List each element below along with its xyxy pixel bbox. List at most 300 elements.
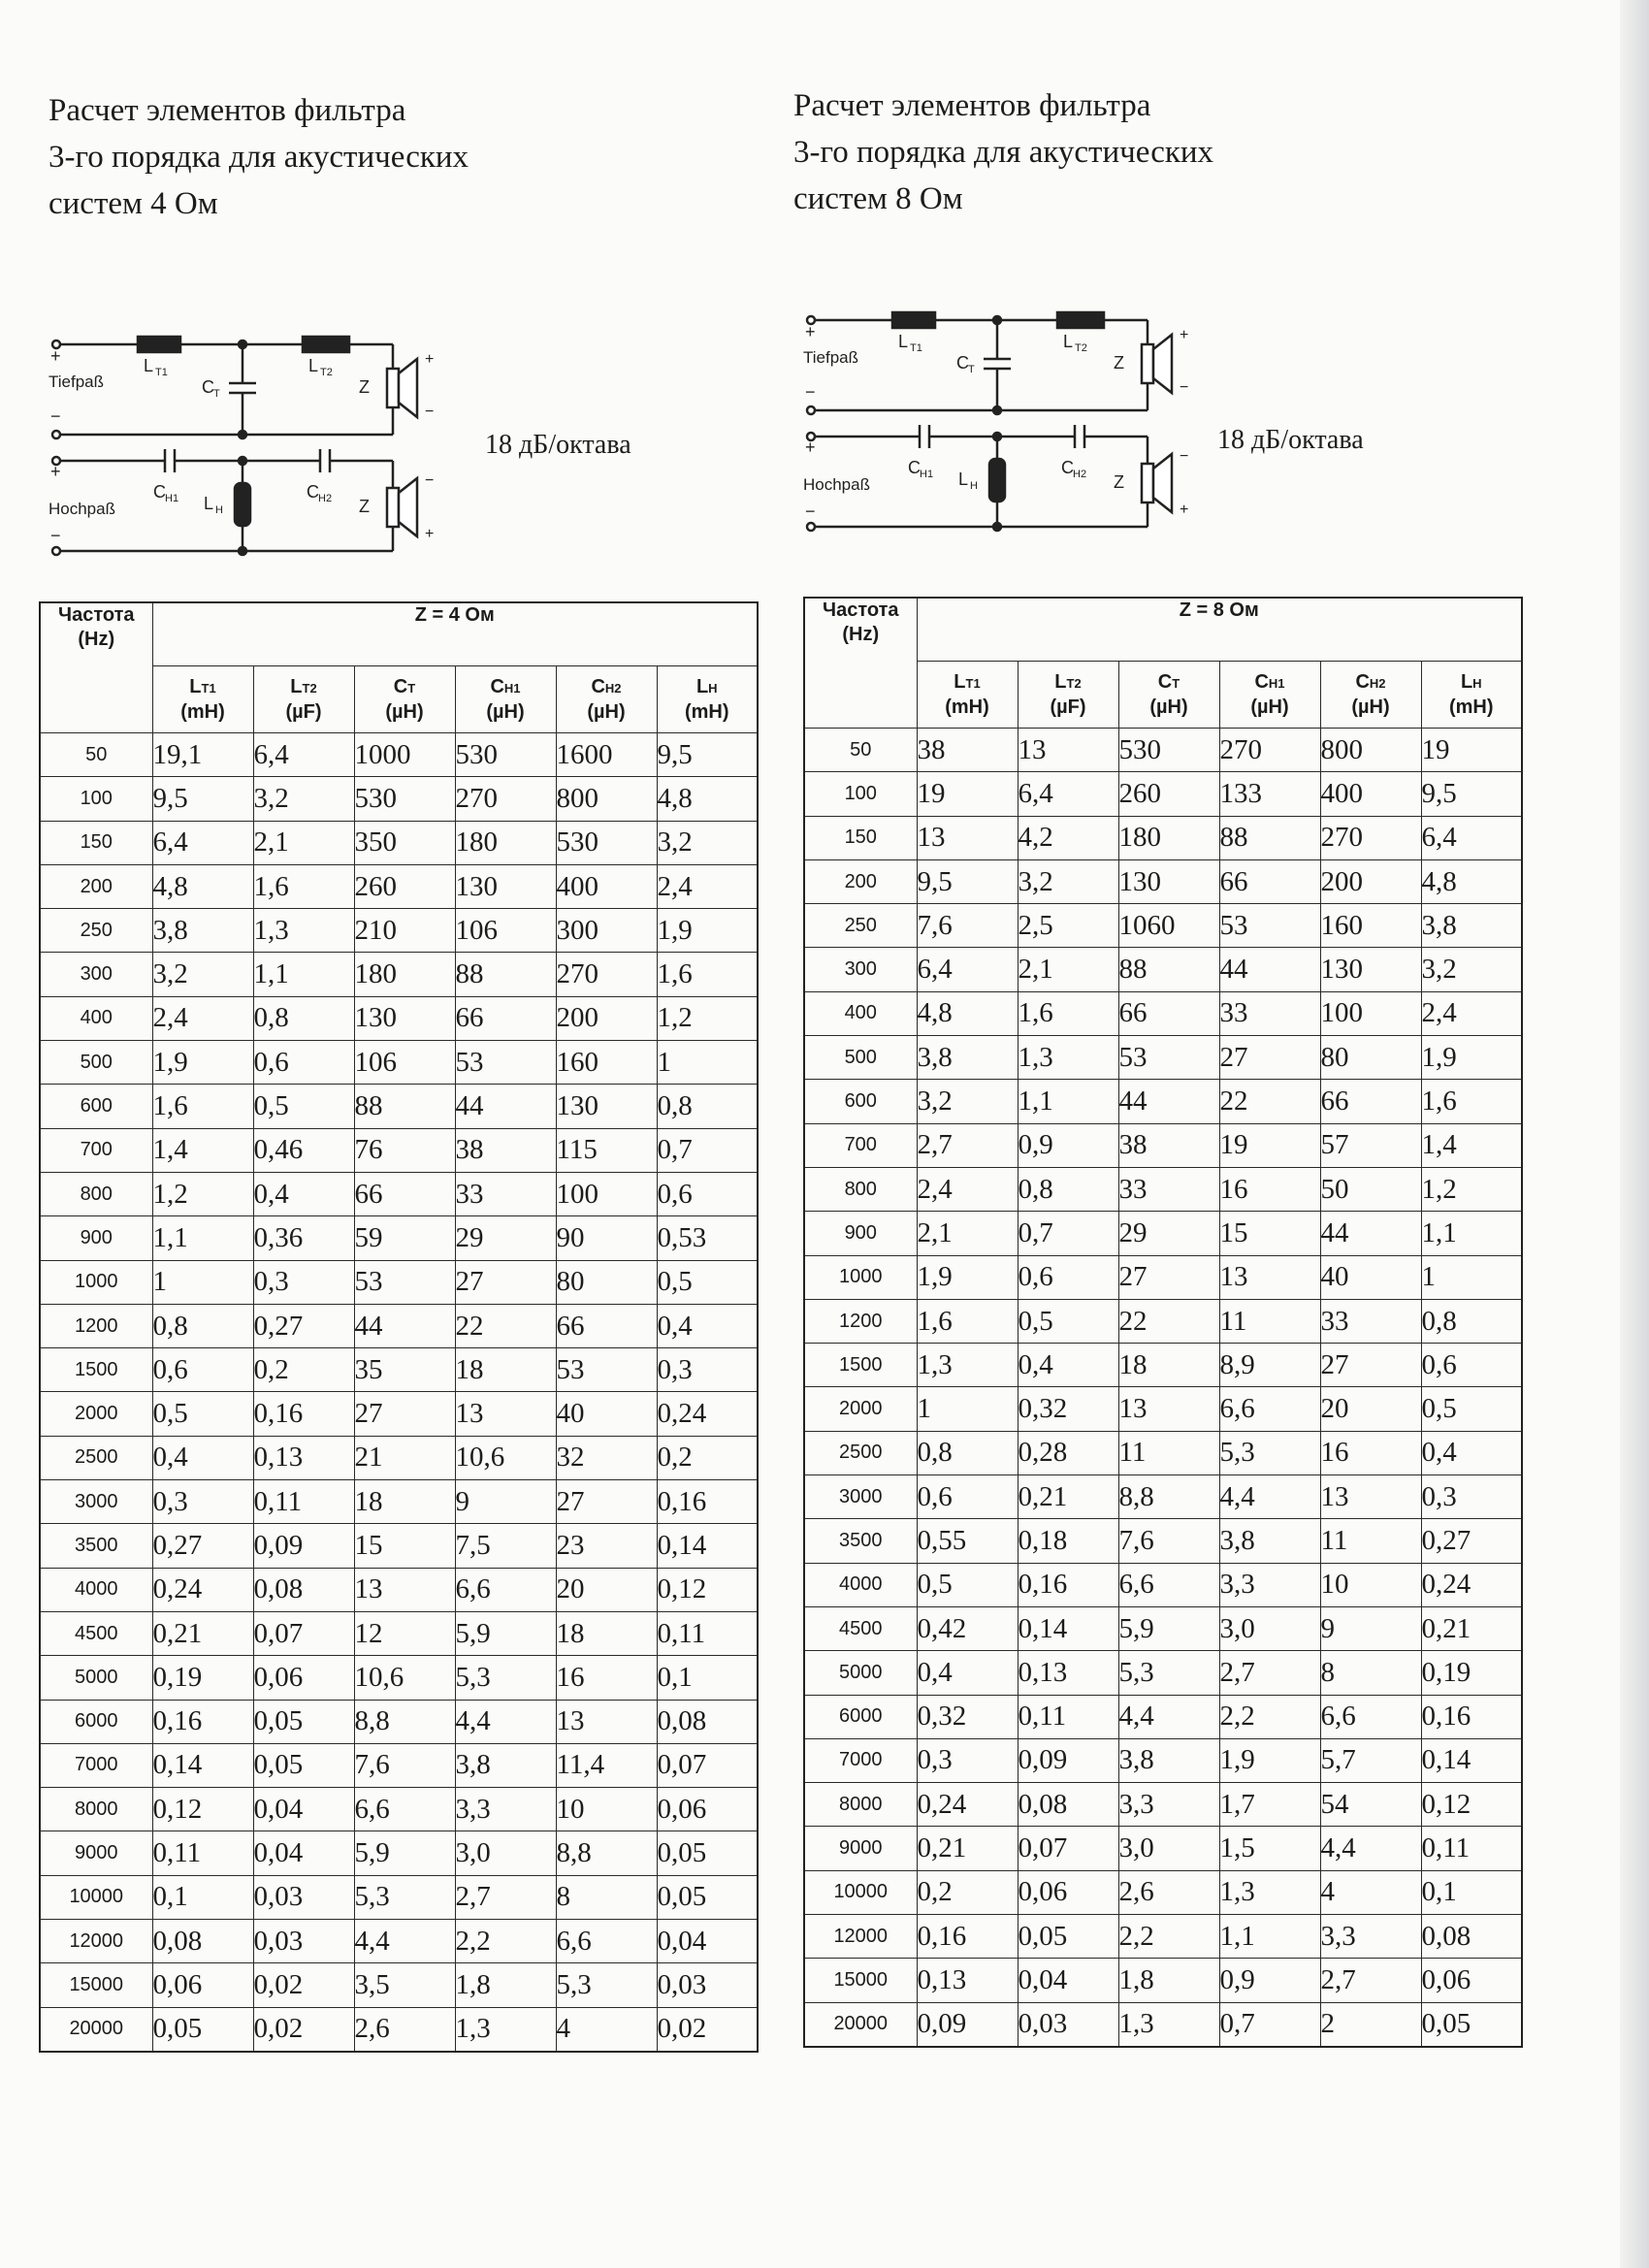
value-cell: 3,0 <box>1219 1606 1320 1650</box>
value-cell: 18 <box>354 1480 455 1524</box>
value-cell: 10,6 <box>455 1436 556 1479</box>
value-cell: 1,5 <box>1219 1827 1320 1870</box>
value-cell: 2,6 <box>354 2007 455 2052</box>
value-cell: 7,6 <box>354 1743 455 1787</box>
component-symbol: C <box>1157 670 1173 693</box>
frequency-cell: 12000 <box>804 1915 917 1959</box>
value-cell: 8,9 <box>1219 1344 1320 1387</box>
value-cell: 6,4 <box>152 821 253 864</box>
value-cell: 0,27 <box>253 1304 354 1347</box>
circuit-label-minus: − <box>425 404 435 420</box>
component-column-header <box>1421 662 1522 729</box>
circuit-label-plus: + <box>50 462 61 481</box>
value-cell: 0,08 <box>152 1920 253 1963</box>
value-cell: 0,5 <box>657 1260 758 1304</box>
value-cell: 6,6 <box>354 1788 455 1831</box>
value-cell: 13 <box>1018 729 1118 772</box>
table-row <box>804 1255 1522 1299</box>
value-cell: 106 <box>354 1041 455 1085</box>
table-row <box>40 1304 758 1347</box>
value-cell: 3,2 <box>657 821 758 864</box>
value-cell: 0,3 <box>152 1480 253 1524</box>
value-cell: 0,5 <box>1018 1299 1118 1343</box>
component-column-header <box>917 662 1018 729</box>
value-cell: 27 <box>1118 1255 1219 1299</box>
value-cell: 5,9 <box>1118 1606 1219 1650</box>
value-cell: 180 <box>354 953 455 996</box>
value-cell: 200 <box>1320 859 1421 903</box>
value-cell: 0,19 <box>152 1656 253 1700</box>
value-cell: 2,2 <box>455 1920 556 1963</box>
value-cell: 2,5 <box>1018 904 1118 948</box>
value-cell: 3,3 <box>1118 1783 1219 1827</box>
value-cell: 1,6 <box>1018 991 1118 1035</box>
value-cell: 0,6 <box>253 1041 354 1085</box>
value-cell: 35 <box>354 1348 455 1392</box>
value-cell: 2,4 <box>152 996 253 1040</box>
component-symbol: C <box>393 675 408 697</box>
table-row <box>40 1392 758 1436</box>
value-cell: 10 <box>556 1788 657 1831</box>
value-cell: 130 <box>354 996 455 1040</box>
value-cell: 530 <box>354 777 455 821</box>
value-cell: 1,3 <box>253 909 354 953</box>
value-cell: 88 <box>455 953 556 996</box>
value-cell: 9,5 <box>152 777 253 821</box>
value-cell: 0,1 <box>152 1875 253 1919</box>
page-title-4-ohm: Расчет элементов фильтра 3-го порядка для акустических систем 4 Ом <box>48 93 469 221</box>
table-row <box>804 1212 1522 1255</box>
value-cell: 5,3 <box>1219 1431 1320 1474</box>
value-cell: 0,11 <box>152 1831 253 1875</box>
value-cell: 16 <box>1219 1167 1320 1211</box>
value-cell: 5,9 <box>455 1611 556 1655</box>
component-subscript: T1 <box>201 680 216 696</box>
circuit-label-lowpass: Tiefpaß <box>48 373 105 391</box>
frequency-cell: 4500 <box>40 1611 152 1655</box>
frequency-cell: 600 <box>804 1080 917 1123</box>
component-subscript: T <box>407 680 416 696</box>
circuit-label-L: L <box>308 356 319 375</box>
frequency-cell: 300 <box>40 953 152 996</box>
value-cell: 0,06 <box>1421 1959 1522 2002</box>
value-cell: 0,21 <box>1018 1475 1118 1519</box>
value-cell: 115 <box>556 1128 657 1172</box>
value-cell: 0,06 <box>253 1656 354 1700</box>
value-cell: 0,14 <box>1018 1606 1118 1650</box>
frequency-column-header: Частота (Hz) <box>40 602 152 733</box>
circuit-label-minus: − <box>50 526 61 545</box>
circuit-label-minus: − <box>425 472 435 489</box>
value-cell: 0,05 <box>1018 1915 1118 1959</box>
table-row <box>804 1167 1522 1211</box>
value-cell: 0,05 <box>253 1743 354 1787</box>
value-cell: 0,07 <box>1018 1827 1118 1870</box>
table-row <box>40 1524 758 1568</box>
value-cell: 1 <box>657 1041 758 1085</box>
value-cell: 0,14 <box>657 1524 758 1568</box>
value-cell: 0,04 <box>253 1788 354 1831</box>
value-cell: 0,8 <box>917 1431 1018 1474</box>
value-cell: 1,3 <box>1219 1870 1320 1914</box>
table-row <box>40 1656 758 1700</box>
circuit-label-plus: + <box>805 322 816 341</box>
table-row <box>804 1695 1522 1738</box>
value-cell: 1 <box>152 1260 253 1304</box>
value-cell: 4,8 <box>152 864 253 908</box>
frequency-cell: 250 <box>40 909 152 953</box>
value-cell: 270 <box>1219 729 1320 772</box>
value-cell: 0,07 <box>657 1743 758 1787</box>
frequency-cell: 6000 <box>804 1695 917 1738</box>
value-cell: 33 <box>1320 1299 1421 1343</box>
value-cell: 18 <box>455 1348 556 1392</box>
table-row <box>804 1387 1522 1431</box>
value-cell: 0,04 <box>253 1831 354 1875</box>
frequency-cell: 700 <box>40 1128 152 1172</box>
component-column-header <box>152 666 253 733</box>
value-cell: 57 <box>1320 1123 1421 1167</box>
circuit-label-plus: + <box>1180 327 1189 343</box>
frequency-cell: 7000 <box>40 1743 152 1787</box>
circuit-label-C: C <box>956 353 969 373</box>
circuit-label-highpass: Hochpaß <box>803 475 870 494</box>
value-cell: 44 <box>1320 1212 1421 1255</box>
component-subscript: H <box>708 680 718 696</box>
value-cell: 1,7 <box>1219 1783 1320 1827</box>
component-unit: (mH) <box>945 696 989 718</box>
table-row <box>40 909 758 953</box>
value-cell: 44 <box>455 1085 556 1128</box>
circuit-label-Z: Z <box>1114 353 1124 373</box>
value-cell: 130 <box>455 864 556 908</box>
value-cell: 20 <box>556 1568 657 1611</box>
value-cell: 0,9 <box>1219 1959 1320 2002</box>
value-cell: 0,12 <box>657 1568 758 1611</box>
value-cell: 0,24 <box>152 1568 253 1611</box>
table-row <box>40 1348 758 1392</box>
component-column-header <box>1018 662 1118 729</box>
value-cell: 40 <box>1320 1255 1421 1299</box>
value-cell: 270 <box>455 777 556 821</box>
component-unit: (µH) <box>486 700 525 723</box>
component-symbol: L <box>1460 670 1473 693</box>
value-cell: 0,12 <box>152 1788 253 1831</box>
circuit-label-t: T <box>968 364 975 375</box>
component-unit: (µF) <box>1050 696 1086 718</box>
value-cell: 44 <box>1118 1080 1219 1123</box>
value-cell: 6,4 <box>1421 816 1522 859</box>
value-cell: 1,9 <box>657 909 758 953</box>
table-row <box>40 1920 758 1963</box>
value-cell: 400 <box>1320 772 1421 816</box>
value-cell: 53 <box>1118 1036 1219 1080</box>
frequency-cell: 500 <box>40 1041 152 1085</box>
value-cell: 180 <box>1118 816 1219 859</box>
value-cell: 2,4 <box>657 864 758 908</box>
value-cell: 10,6 <box>354 1656 455 1700</box>
frequency-cell: 7000 <box>804 1738 917 1782</box>
circuit-label-L: L <box>958 470 969 489</box>
value-cell: 1,1 <box>1421 1212 1522 1255</box>
value-cell: 0,07 <box>253 1611 354 1655</box>
value-cell: 90 <box>556 1216 657 1260</box>
frequency-cell: 15000 <box>804 1959 917 2002</box>
value-cell: 0,16 <box>253 1392 354 1436</box>
table-row <box>804 1959 1522 2002</box>
value-cell: 53 <box>1219 904 1320 948</box>
value-cell: 0,7 <box>657 1128 758 1172</box>
value-cell: 1060 <box>1118 904 1219 948</box>
value-cell: 0,6 <box>152 1348 253 1392</box>
value-cell: 160 <box>556 1041 657 1085</box>
value-cell: 3,8 <box>152 909 253 953</box>
value-cell: 350 <box>354 821 455 864</box>
value-cell: 27 <box>354 1392 455 1436</box>
table-row <box>804 1431 1522 1474</box>
value-cell: 9,5 <box>1421 772 1522 816</box>
circuit-label-L: L <box>144 356 154 375</box>
table-row <box>40 1085 758 1128</box>
value-cell: 66 <box>1118 991 1219 1035</box>
component-unit: (µH) <box>385 700 424 723</box>
value-cell: 4 <box>1320 1870 1421 1914</box>
value-cell: 13 <box>455 1392 556 1436</box>
component-column-header <box>1118 662 1219 729</box>
value-cell: 0,32 <box>1018 1387 1118 1431</box>
table-row <box>804 1563 1522 1606</box>
value-cell: 0,3 <box>253 1260 354 1304</box>
component-column-header <box>1219 662 1320 729</box>
value-cell: 0,05 <box>657 1831 758 1875</box>
circuit-label-minus: − <box>805 382 816 402</box>
page-title-8-ohm: Расчет элементов фильтра 3-го порядка для акустических систем 8 Ом <box>793 88 1214 216</box>
value-cell: 0,11 <box>657 1611 758 1655</box>
component-symbol: C <box>591 675 605 697</box>
value-cell: 0,5 <box>1421 1387 1522 1431</box>
value-cell: 8 <box>556 1875 657 1919</box>
value-cell: 0,8 <box>1421 1299 1522 1343</box>
value-cell: 19 <box>917 772 1018 816</box>
component-unit: (mH) <box>180 700 225 723</box>
circuit-label-minus: − <box>1180 448 1189 465</box>
value-cell: 0,9 <box>1018 1123 1118 1167</box>
table-row <box>40 1041 758 1085</box>
value-cell: 6,6 <box>455 1568 556 1611</box>
page-edge <box>1620 0 1649 2268</box>
value-cell: 6,4 <box>1018 772 1118 816</box>
value-cell: 32 <box>556 1436 657 1479</box>
value-cell: 0,09 <box>917 2002 1018 2047</box>
value-cell: 9 <box>455 1480 556 1524</box>
value-cell: 8,8 <box>556 1831 657 1875</box>
value-cell: 88 <box>354 1085 455 1128</box>
value-cell: 270 <box>1320 816 1421 859</box>
value-cell: 0,4 <box>917 1651 1018 1695</box>
value-cell: 4,8 <box>657 777 758 821</box>
value-cell: 2,4 <box>917 1167 1018 1211</box>
value-cell: 0,6 <box>1018 1255 1118 1299</box>
value-cell: 3,3 <box>1219 1563 1320 1606</box>
value-cell: 180 <box>455 821 556 864</box>
value-cell: 50 <box>1320 1167 1421 1211</box>
value-cell: 0,27 <box>1421 1519 1522 1563</box>
value-cell: 2,2 <box>1118 1915 1219 1959</box>
value-cell: 7,6 <box>917 904 1018 948</box>
value-cell: 33 <box>455 1172 556 1215</box>
table-row <box>804 1299 1522 1343</box>
table-row <box>804 1519 1522 1563</box>
value-cell: 0,4 <box>1421 1431 1522 1474</box>
frequency-cell: 10000 <box>40 1875 152 1919</box>
value-cell: 1,2 <box>657 996 758 1040</box>
circuit-label-Z: Z <box>359 497 370 516</box>
panel-8-ohm <box>776 0 1562 2268</box>
table-row <box>40 1128 758 1172</box>
value-cell: 130 <box>1118 859 1219 903</box>
value-cell: 0,02 <box>253 2007 354 2052</box>
value-cell: 0,36 <box>253 1216 354 1260</box>
value-cell: 0,12 <box>1421 1783 1522 1827</box>
value-cell: 0,46 <box>253 1128 354 1172</box>
circuit-label-Z: Z <box>1114 472 1124 492</box>
value-cell: 3,8 <box>455 1743 556 1787</box>
frequency-cell: 2000 <box>40 1392 152 1436</box>
component-unit: (µH) <box>1250 696 1289 718</box>
component-subscript: T1 <box>965 675 981 691</box>
frequency-cell: 9000 <box>804 1827 917 1870</box>
circuit-label-Z: Z <box>359 377 370 397</box>
frequency-cell: 100 <box>40 777 152 821</box>
value-cell: 0,3 <box>917 1738 1018 1782</box>
frequency-cell: 2500 <box>804 1431 917 1474</box>
frequency-cell: 1200 <box>804 1299 917 1343</box>
circuit-label-t1: T1 <box>910 342 922 354</box>
frequency-cell: 250 <box>804 904 917 948</box>
value-cell: 6,4 <box>917 948 1018 991</box>
value-cell: 260 <box>354 864 455 908</box>
value-cell: 1,3 <box>917 1344 1018 1387</box>
frequency-cell: 12000 <box>40 1920 152 1963</box>
table-row <box>804 1915 1522 1959</box>
table-row <box>804 948 1522 991</box>
frequency-cell: 300 <box>804 948 917 991</box>
circuit-label-minus: − <box>805 502 816 521</box>
table-row <box>804 1651 1522 1695</box>
value-cell: 53 <box>354 1260 455 1304</box>
value-cell: 66 <box>1320 1080 1421 1123</box>
frequency-cell: 700 <box>804 1123 917 1167</box>
value-cell: 2,7 <box>1219 1651 1320 1695</box>
crossover-circuit-diagram-8-ohm <box>803 291 1230 538</box>
slope-label-4-ohm: 18 дБ/октава <box>485 430 631 460</box>
value-cell: 3,3 <box>455 1788 556 1831</box>
value-cell: 0,8 <box>657 1085 758 1128</box>
value-cell: 5,9 <box>354 1831 455 1875</box>
value-cell: 4 <box>556 2007 657 2052</box>
component-subscript: H1 <box>1268 675 1285 691</box>
component-symbol: L <box>954 670 966 693</box>
value-cell: 0,02 <box>253 1963 354 2007</box>
value-cell: 1,6 <box>1421 1080 1522 1123</box>
value-cell: 1,6 <box>657 953 758 996</box>
value-cell: 1,2 <box>1421 1167 1522 1211</box>
value-cell: 0,02 <box>657 2007 758 2052</box>
value-cell: 27 <box>1320 1344 1421 1387</box>
value-cell: 18 <box>1118 1344 1219 1387</box>
value-cell: 2,1 <box>1018 948 1118 991</box>
circuit-label-plus: + <box>50 346 61 366</box>
value-cell: 7,6 <box>1118 1519 1219 1563</box>
component-subscript: T <box>1172 675 1180 691</box>
value-cell: 0,06 <box>657 1788 758 1831</box>
value-cell: 0,05 <box>253 1700 354 1743</box>
value-cell: 0,24 <box>657 1392 758 1436</box>
value-cell: 7,5 <box>455 1524 556 1568</box>
value-cell: 0,13 <box>1018 1651 1118 1695</box>
component-symbol: C <box>1254 670 1269 693</box>
impedance-header: Z = 4 Ом <box>152 602 758 666</box>
value-cell: 2,2 <box>1219 1695 1320 1738</box>
value-cell: 0,13 <box>253 1436 354 1479</box>
value-cell: 0,11 <box>1018 1695 1118 1738</box>
value-cell: 8 <box>1320 1651 1421 1695</box>
table-row <box>804 991 1522 1035</box>
table-row <box>40 1611 758 1655</box>
value-cell: 0,11 <box>1421 1827 1522 1870</box>
table-row <box>804 2002 1522 2047</box>
circuit-label-t1: T1 <box>155 367 168 378</box>
circuit-label-C: C <box>202 377 214 397</box>
value-cell: 54 <box>1320 1783 1421 1827</box>
value-cell: 13 <box>917 816 1018 859</box>
value-cell: 1,1 <box>253 953 354 996</box>
value-cell: 3,0 <box>1118 1827 1219 1870</box>
table-row <box>804 1123 1522 1167</box>
value-cell: 2,7 <box>1320 1959 1421 2002</box>
value-cell: 16 <box>1320 1431 1421 1474</box>
value-cell: 1,3 <box>1118 2002 1219 2047</box>
value-cell: 27 <box>1219 1036 1320 1080</box>
component-column-header <box>253 666 354 733</box>
value-cell: 0,21 <box>917 1827 1018 1870</box>
value-cell: 1,1 <box>1018 1080 1118 1123</box>
table-row <box>804 1080 1522 1123</box>
table-row <box>40 1743 758 1787</box>
value-cell: 0,53 <box>657 1216 758 1260</box>
value-cell: 0,03 <box>1018 2002 1118 2047</box>
value-cell: 1,8 <box>1118 1959 1219 2002</box>
value-cell: 0,28 <box>1018 1431 1118 1474</box>
value-cell: 0,08 <box>657 1700 758 1743</box>
value-cell: 0,5 <box>253 1085 354 1128</box>
value-cell: 2,7 <box>917 1123 1018 1167</box>
value-cell: 11 <box>1320 1519 1421 1563</box>
circuit-label-h: H <box>215 504 223 516</box>
value-cell: 5,3 <box>354 1875 455 1919</box>
value-cell: 300 <box>556 909 657 953</box>
value-cell: 0,16 <box>1421 1695 1522 1738</box>
value-cell: 100 <box>1320 991 1421 1035</box>
value-cell: 160 <box>1320 904 1421 948</box>
circuit-label-h: H <box>970 480 978 492</box>
value-cell: 1,9 <box>917 1255 1018 1299</box>
value-cell: 0,06 <box>152 1963 253 2007</box>
value-cell: 6,6 <box>1219 1387 1320 1431</box>
frequency-cell: 150 <box>40 821 152 864</box>
frequency-cell: 3500 <box>40 1524 152 1568</box>
value-cell: 59 <box>354 1216 455 1260</box>
